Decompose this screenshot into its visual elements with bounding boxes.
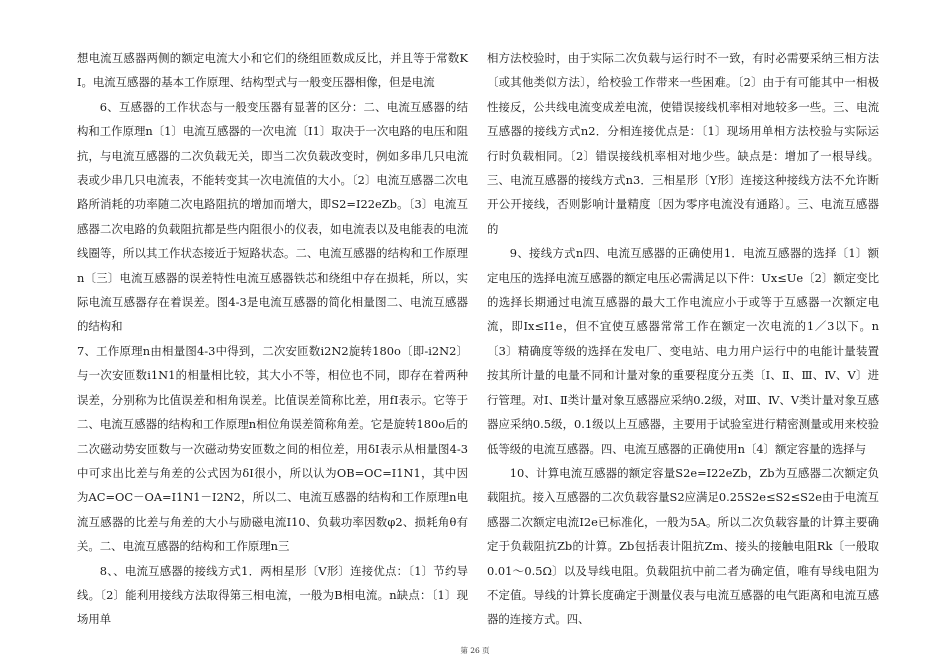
paragraph: 8、、电流互感器的接线方式1．两相星形〔V形〕连接优点：〔1〕节约导线。〔2〕能利用接线方法取得第三相电流，一般为B相电流。n缺点：〔1〕现场用单 bbox=[77, 563, 468, 627]
right-column bbox=[487, 46, 879, 632]
paragraph: 10、计算电流互感器的额定容量S2e=I22eZb，Zb为互感器二次额定负载阻抗。接入互感器的二次负载容量S2应满足0.25S2e≤S2≤S2e由于电流互感器二次额定电流I2e已标准化，一般为5A。所以二次负载容量的计算主要确定于负载阻抗Zb的计算。Zb包括表计阻抗Zm、接头的接触电阻Rk〔一般取0.01～0.5Ω〕以及导线电阻。负载阻抗中前二者为确定值，唯有导线电阻为不定值。导线的计算长度确定于测量仪表与电流互感器的电气距离和电流互感器的连接方式。四、 bbox=[487, 465, 879, 627]
page-number: 第 26 页 bbox=[460, 646, 490, 655]
paragraph: 相方法校验时，由于实际二次负载与运行时不一致，有时必需要采纳三相方法〔或其他类似方法〕，给校验工作带来一些困难。〔2〕由于有可能其中一相极性接反，公共线电流变成差电流，使错误接线机率相对地较多一些。三、电流互感器的接线方式n2．分相连接优点是：〔1〕现场用单相方法校验与实际运行时负载相同。〔2〕错误接线机率相对地少些。缺点是：增加了一根导线。三、电流互感器的接线方式n3．三相星形〔Y形〕连接这种接线方法不允许断开公开接线，否则影响计量精度〔因为零序电流没有通路〕。三、电流互感器的 bbox=[487, 51, 879, 236]
left-column bbox=[77, 46, 468, 632]
paragraph: 7、工作原理n由相量图4-3中得到，二次安匝数i2N2旋转180o〔即-i2N2〕与一次安匝数i1N1的相量相比较，其大小不等，相位也不同，即存在着两种误差，分别称为比值误差和相角误差。比值误差简称比差，用fI表示。它等于二、电流互感器的结构和工作原理n相位角误差简称角差。它是旋转180o后的二次磁动势安匝数与一次磁动势安匝数之间的相位差，用δI表示从相量图4-3中可求出比差与角差的公式因为δI很小，所以认为OB=OC=I1N1，其中因为AC=OC－OA=I1N1－I2N2，所以二、电流互感器的结构和工作原理n电流互感器的比差与角差的大小与励磁电流I10、负载功率因数φ2、损耗角θ有关。二、电流互感器的结构和工作原理n三 bbox=[77, 343, 468, 554]
paragraph: 想电流互感器两侧的额定电流大小和它们的绕组匝数成反比，并且等于常数KI。电流互感器的基本工作原理、结构型式与一般变压器相像，但是电流 bbox=[77, 51, 468, 90]
paragraph: 9、接线方式n四、电流互感器的正确使用1．电流互感器的选择〔1〕额定电压的选择电流互感器的额定电压必需满足以下件：Ux≤Ue〔2〕额定变比的选择长期通过电流互感器的最大工作电流应小于或等于互感器一次额定电流，即Ix≤I1e，但不宜使互感器常常工作在额定一次电流的1／3以下。n〔3〕精确度等级的选择在发电厂、变电站、电力用户运行中的电能计量装置按其所计量的电量不同和计量对象的重要程度分五类〔Ⅰ、Ⅱ、Ⅲ、Ⅳ、Ⅴ〕进行管理。对Ⅰ、Ⅱ类计量对象互感器应采纳0.2级，对Ⅲ、Ⅳ、Ⅴ类计量对象互感器应采纳0.5级，0.1级以上互感器，主要用于试验室进行精密测量或用来校验低等级的电流互感器。四、电流互感器的正确使用n〔4〕额定容量的选择与 bbox=[487, 246, 879, 456]
paragraph: 6、互感器的工作状态与一般变压器有显著的区分：二、电流互感器的结构和工作原理n〔1〕电流互感器的一次电流〔I1〕取决于一次电路的电压和阻抗，与电流互感器的二次负载无关，即当二次负载改变时，例如多串几只电流表或少串几只电流表，不能转变其一次电流值的大小。〔2〕电流互感器二次电路所消耗的功率随二次电路阻抗的增加而增大，即S2=I22eZb。〔3〕电流互感器二次电路的负载阻抗都是些内阻很小的仪表，如电流表以及电能表的电流线圈等，所以其工作状态接近于短路状态。二、电流互感器的结构和工作原理n〔三〕电流互感器的误差特性电流互感器铁芯和绕组中存在损耗，所以，实际电流互感器存在着误差。图4-3是电流互感器的简化相量图二、电流互感器的结构和 bbox=[77, 99, 468, 334]
